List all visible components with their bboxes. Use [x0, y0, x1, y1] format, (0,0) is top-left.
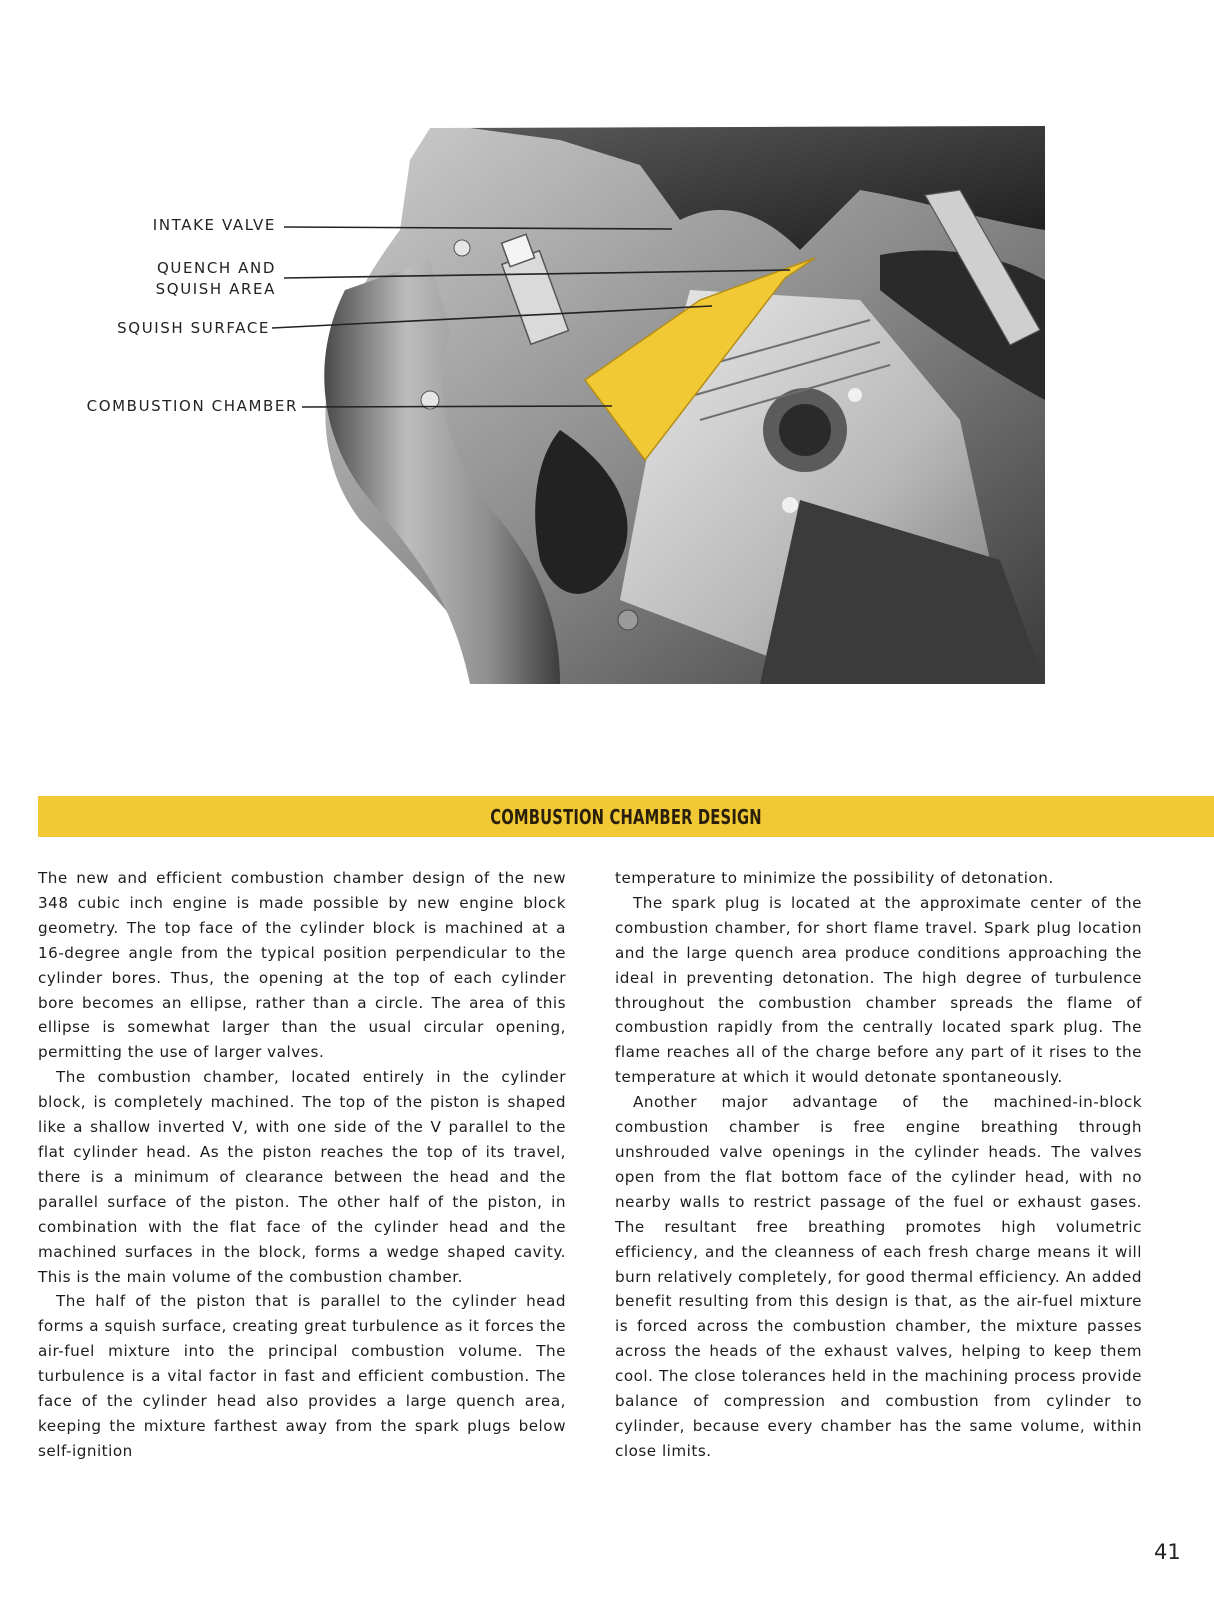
page-number: 41	[1154, 1540, 1181, 1564]
callout-squish-surface: SQUISH SURFACE	[117, 319, 270, 337]
section-title: COMBUSTION CHAMBER DESIGN	[490, 805, 762, 829]
paragraph: The spark plug is located at the approximate center of the combustion chamber, for short flame travel. Spark plug location and the large quench area produce conditions approaching the ideal in preventing detonation. The high degree of turbulence throughout the combustion chamber spreads the flame of combustion rapidly from the centrally located spark plug. The flame reaches all of the charge before any part of it rises to the temperature at which it would detonate spontaneously.	[615, 893, 1142, 1087]
callout-combustion-chamber: COMBUSTION CHAMBER	[86, 397, 298, 415]
paragraph: Another major advantage of the machined-in-block combustion chamber is free engine breathing through unshrouded valve openings in the cylinder heads. The valves open from the flat bottom face of the cylinder head, with no nearby walls to restrict passage of the fuel or exhaust gases. The resultant free breathing promotes high volumetric efficiency, and the cleanness of each fresh charge means it will burn relatively completely, for good thermal efficiency. An added benefit resulting from this design is that, as the air-fuel mixture is forced across the combustion chamber, the mixture passes across the heads of the exhaust valves, helping to keep them cool. The close tolerances held in the machining process provide balance of compression and combustion from cylinder to cylinder, because every chamber has the same volume, within close limits.	[615, 1093, 1142, 1460]
callout-quench-line1: QUENCH AND	[156, 259, 276, 277]
body-column-left	[38, 866, 566, 1464]
bolt	[454, 240, 470, 256]
paragraph: temperature to minimize the possibility of detonation.	[615, 869, 1054, 887]
section-header-bar	[38, 796, 1214, 837]
bolt	[618, 610, 638, 630]
paragraph: The combustion chamber, located entirely in the cylinder block, is completely machined. The top of the piston is shaped like a shallow inverted V, with one side of the V parallel to the flat cylinder head. As the piston reaches the top of its travel, there is a minimum of clearance between the head and the parallel surface of the piston. The other half of the piston, in combination with the flat face of the cylinder head and the machined surfaces in the block, forms a wedge shaped cavity. This is the main volume of the combustion chamber.	[38, 1068, 566, 1286]
callout-intake-valve: INTAKE VALVE	[152, 216, 276, 234]
callout-quench-line2: SQUISH AREA	[155, 280, 276, 298]
paragraph: The half of the piston that is parallel to the cylinder head forms a squish surface, creating great turbulence as it forces the air-fuel mixture into the principal combustion volume. The turbulence is a vital factor in fast and efficient combustion. The face of the cylinder head also provides a large quench area, keeping the mixture farthest away from the spark plugs below self-ignition	[38, 1292, 566, 1460]
body-column-right	[615, 866, 1142, 1464]
engine-cutaway-figure	[0, 0, 1214, 700]
engine-cutaway-illustration	[0, 0, 1214, 700]
paragraph: The new and efficient combustion chamber design of the new 348 cubic inch engine is made possible by new engine block geometry. The top face of the cylinder block is machined at a 16-degree angle from the typical position perpendicular to the cylinder bores. Thus, the opening at the top of each cylinder bore becomes an ellipse, rather than a circle. The area of this ellipse is somewhat larger than the usual circular opening, permitting the use of larger valves.	[38, 869, 566, 1062]
leader-combustion-chamber	[302, 406, 612, 407]
